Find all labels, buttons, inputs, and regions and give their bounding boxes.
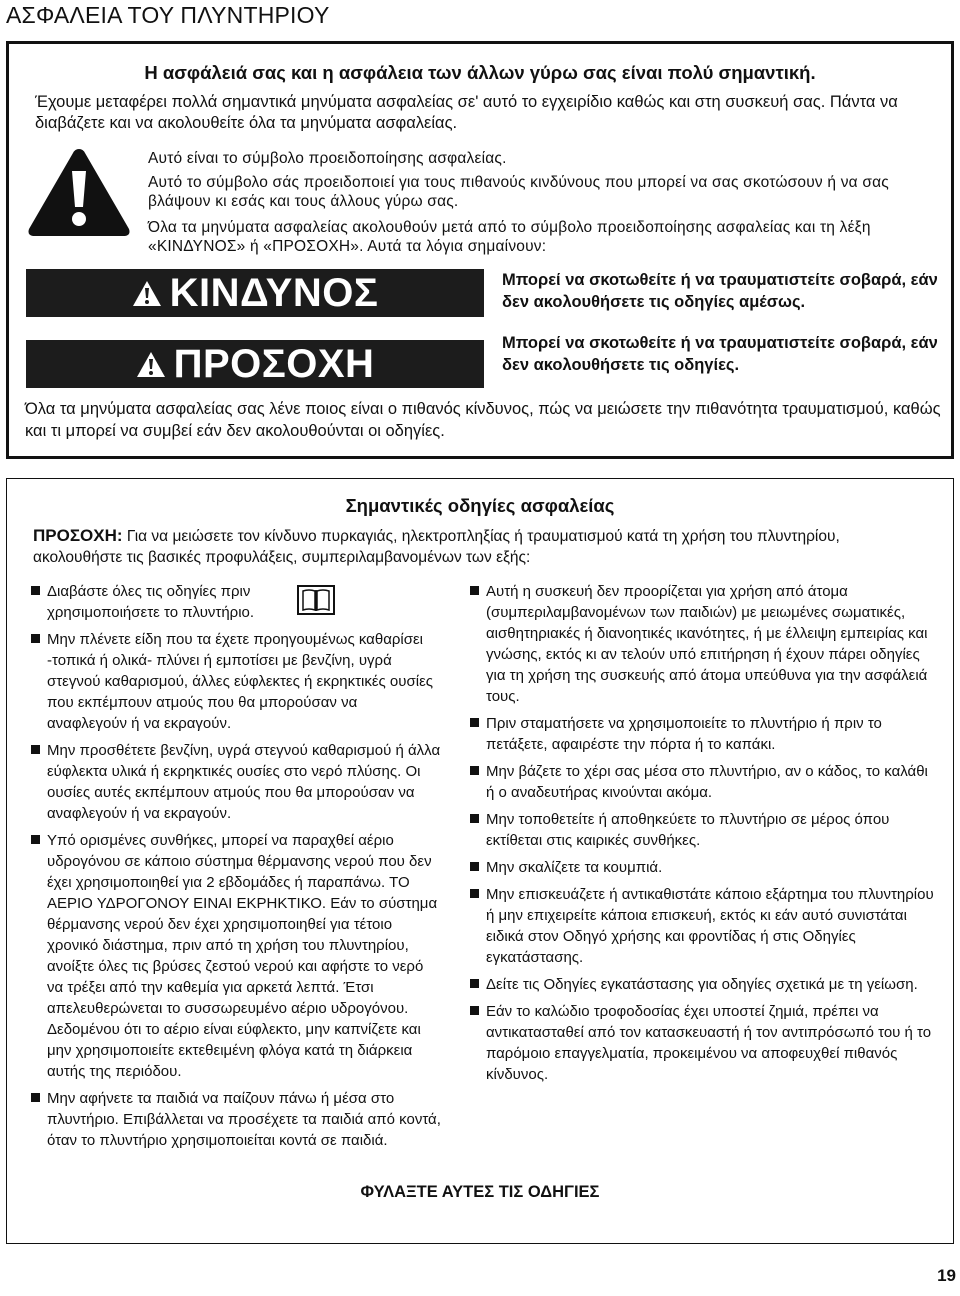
warning-triangle-icon [132,280,162,307]
danger-label: ΚΙΝΔΥΝΟΣ [169,271,379,315]
bullet-square-icon [31,586,40,595]
list-item-text: Υπό ορισμένες συνθήκες, μπορεί να παραχθεί αέριο υδρογόνου σε κάποιο σύστημα θέρμανσης νερού που δεν έχει χρησιμοποιηθεί για 2 εβδομάδες ή παραπάνω. ΤΟ ΑΕΡΙΟ ΥΔΡΟΓΟΝΟΥ ΕΙΝΑΙ ΕΚΡΗΚΤΙΚΟ. Εάν το σύστημα θέρμανσης νερού δεν έχει χρησιμοποιηθεί για τέτοιο χρονικό διάστημα, πριν από τη χρήση του πλυντηρίου, ανοίξτε όλες τις βρύσες ζεστού νερού και αφήστε το νερό να τρέξει από την καθεμία για αρκετά λεπτά. Έτσι απελευθερώνεται το συσσωρευμένο αέριο υδρογόνου. Δεδομένου ότι το αέριο είναι εύφλεκτο, μην καπνίζετε και μην χρησιμοποιείτε εκτεθειμένη φλόγα κατά τη διάρκεια αυτής της περιόδου. [47,832,438,1080]
list-item-text: Μην πλένετε είδη που τα έχετε προηγουμένως καθαρίσει -τοπικά ή ολικά- πλύνει ή εμποτίσει με βενζίνη, υγρά στεγνού καθαρισμού, άλλες εύφλεκτες ή εκρηκτικές ουσίες που εκπέμπουν ατμούς που θα μπορούσαν να αναφλεγούν ή να εκραγούν. [47,631,433,732]
caution-paragraph-text: Για να μειώσετε τον κίνδυνο πυρκαγιάς, ηλεκτροπληξίας ή τραυματισμού κατά τη χρήση του πλυντηρίου, ακολουθήστε τις βασικές προφυλάξεις, συμπεριλαμβανομένων των εξής: [33,528,840,566]
list-item-text: Μην προσθέτετε βενζίνη, υγρά στεγνού καθαρισμού ή άλλα εύφλεκτα υλικά ή εκρηκτικές ουσίες στο νερό πλύσης. Οι ουσίες αυτές εκπέμπουν ατμούς που θα μπορούσαν να αναφλεγούν ή να εκραγούν. [47,742,441,822]
danger-banner [26,269,484,317]
safety-box-intro: Έχουμε μεταφέρει πολλά σημαντικά μηνύματα ασφαλείας σε' αυτό το εγχειρίδιο καθώς και στη συσκευή σας. Πάντα να διαβάζετε και να ακολουθείτε όλα τα μηνύματα ασφαλείας. [35,93,898,132]
list-item [470,884,940,968]
list-item [470,974,940,995]
caution-description: Μπορεί να σκοτωθείτε ή να τραυματιστείτε σοβαρά, εάν δεν ακολουθήσετε τις οδηγίες. [502,334,938,374]
bullet-square-icon [31,745,40,754]
bullet-square-icon [470,1006,479,1015]
list-item [470,809,940,851]
list-item-text: Πριν σταματήσετε να χρησιμοποιείτε το πλυντήριο ή πριν το πετάξετε, αφαιρέστε την πόρτα ή το καπάκι. [486,715,882,753]
bullet-square-icon [470,586,479,595]
list-item-text: Μην τοποθετείτε ή αποθηκεύετε το πλυντήριο σε μέρος όπου εκτίθεται στις καιρικές συνθήκες. [486,811,890,849]
symbol-line: Αυτό είναι το σύμβολο προειδοποίησης ασφαλείας. [148,150,507,167]
manual-book-icon [297,585,335,615]
bullet-square-icon [470,889,479,898]
bullet-square-icon [470,766,479,775]
list-item [31,740,441,824]
list-item [31,629,441,734]
list-item [470,857,940,878]
instructions-title: Σημαντικές οδηγίες ασφαλείας [345,495,615,516]
safety-box-title: Η ασφάλειά σας και η ασφάλεια των άλλων γύρω σας είναι πολύ σημαντική. [144,62,816,83]
list-item-text: Δείτε τις Οδηγίες εγκατάστασης για οδηγίες σχετικά με τη γείωση. [486,976,918,993]
page-number: 19 [937,1266,956,1285]
instructions-box [6,478,954,1244]
list-item [31,830,441,1082]
caution-banner [26,340,484,388]
symbol-follow-text: Όλα τα μηνύματα ασφαλείας ακολουθούν μετά από το σύμβολο προειδοποίησης ασφαλείας και τη λέξη «ΚΙΝΔΥΝΟΣ» ή «ΠΡΟΣΟΧΗ». Αυτά τα λόγια σημαίνουν: [148,219,871,255]
list-item [470,581,940,707]
list-item-text: Αυτή η συσκευή δεν προορίζεται για χρήση από άτομα (συμπεριλαμβανομένων των παιδιών) με μειωμένες σωματικές, αισθητηριακές ή διανοητικές ικανότητες, ή με έλλειψη εμπειρίας και γνώσης, εκτός κι αν τελούν υπό επιτήρηση ή έχουν πάρει οδηγίες για τη χρήση της συσκευής από άτομα υπεύθυνα για την ασφάλειά τους. [486,583,928,705]
safety-message-box [6,41,954,459]
list-item [31,581,441,623]
danger-description: Μπορεί να σκοτωθείτε ή να τραυματιστείτε σοβαρά, εάν δεν ακολουθήσετε τις οδηγίες αμέσως. [502,271,938,311]
list-item-text: Μην σκαλίζετε τα κουμπιά. [486,859,663,876]
bullet-square-icon [31,835,40,844]
left-instructions-column [31,581,441,1157]
list-item [31,1088,441,1151]
bullet-square-icon [31,634,40,643]
caution-label: ΠΡΟΣΟΧΗ [173,342,375,386]
list-item-text: Εάν το καλώδιο τροφοδοσίας έχει υποστεί ζημιά, πρέπει να αντικατασταθεί από τον κατασκευαστή ή τον αντιπρόσωπό του ή το παρόμοιο επαγγελματία, προκειμένου να αποφευχθεί πιθανός κίνδυνος. [486,1003,932,1083]
caution-lead: ΠΡΟΣΟΧΗ: [33,526,123,545]
list-item [470,713,940,755]
warning-triangle-icon [136,351,166,378]
right-instructions-column [470,581,940,1091]
safety-box-outro: Όλα τα μηνύματα ασφαλείας σας λένε ποιος είναι ο πιθανός κίνδυνος, πώς να μειώσετε την πιθανότητα τραυματισμού, καθώς και τι μπορεί να συμβεί εάν δεν ακολουθούνται οι οδηγίες. [25,400,941,440]
list-item [470,1001,940,1085]
list-item-text: Διαβάστε όλες τις οδηγίες πριν χρησιμοποιήσετε το πλυντήριο. [47,583,255,621]
list-item [470,761,940,803]
bullet-square-icon [470,718,479,727]
save-instructions-text: ΦΥΛΑΞΤΕ ΑΥΤΕΣ ΤΙΣ ΟΔΗΓΙΕΣ [360,1183,600,1201]
list-item-text: Μην επισκευάζετε ή αντικαθιστάτε κάποιο εξάρτημα του πλυντηρίου ή μην επιχειρείτε κάποια επισκευή, εκτός κι εάν αυτό συνιστάται ειδικά στον Οδηγό χρήσης και φροντίδας ή στις Οδηγίες εγκατάστασης. [486,886,934,966]
list-item-text: Μην βάζετε το χέρι σας μέσα στο πλυντήριο, αν ο κάδος, το καλάθι ή ο αναδευτήρας κινούνται ακόμα. [486,763,928,801]
page-heading: ΑΣΦΑΛΕΙΑ ΤΟΥ ΠΛΥΝΤΗΡΙΟΥ [6,2,330,28]
bullet-square-icon [470,979,479,988]
bullet-square-icon [470,814,479,823]
bullet-square-icon [470,862,479,871]
list-item-text: Μην αφήνετε τα παιδιά να παίζουν πάνω ή μέσα στο πλυντήριο. Επιβάλλεται να προσέχετε τα παιδιά από κοντά, όταν το πλυντήριο χρησιμοποιείται κοντά σε παιδιά. [47,1090,441,1149]
safety-alert-icon [25,145,133,240]
bullet-square-icon [31,1093,40,1102]
symbol-description: Αυτό το σύμβολο σάς προειδοποιεί για τους πιθανούς κινδύνους που μπορεί να σας σκοτώσουν ή να σας βλάψουν κι εσάς και τους άλλους γύρω σας. [148,174,889,210]
caution-paragraph [33,525,913,568]
